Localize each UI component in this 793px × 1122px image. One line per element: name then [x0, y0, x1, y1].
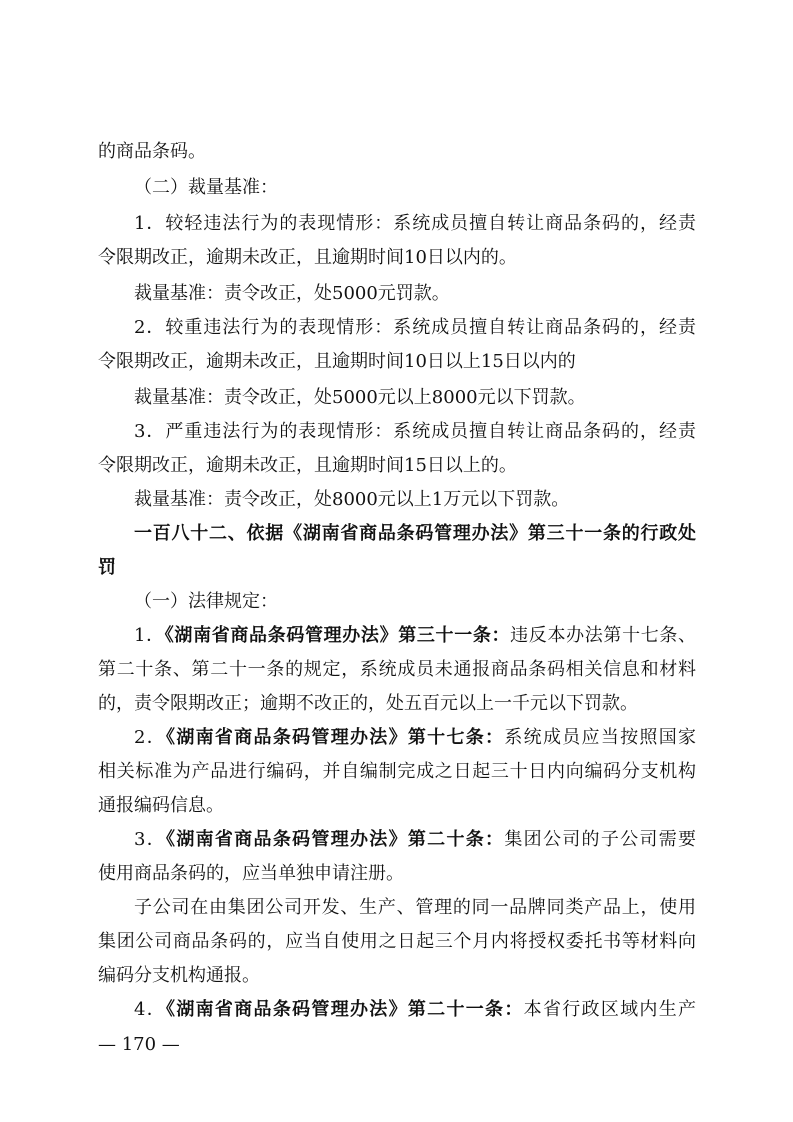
- text-line: 令限期改正，逾期未改正，且逾期时间10日以内的。: [98, 247, 517, 268]
- text-line: 子公司在由集团公司开发、生产、管理的同一品牌同类产品上，使用: [134, 897, 696, 918]
- text-line: 1．《湖南省商品条码管理办法》第三十一条：违反本办法第十七条、: [134, 625, 696, 646]
- text-line: 2．较重违法行为的表现情形：系统成员擅自转让商品条码的，经责: [134, 317, 696, 338]
- text-line: 裁量基准：责令改正，处5000元罚款。: [134, 283, 450, 304]
- text-line: 相关标准为产品进行编码，并自编制完成之日起三十日内向编码分支机构: [98, 761, 696, 782]
- text-line: 的，责令限期改正；逾期不改正的，处五百元以上一千元以下罚款。: [98, 693, 638, 714]
- text-line: 3．《湖南省商品条码管理办法》第二十条：集团公司的子公司需要: [134, 829, 696, 850]
- page-number: — 170 —: [98, 1034, 180, 1055]
- text-line: 集团公司商品条码的，应当自使用之日起三个月内将授权委托书等材料向: [98, 931, 696, 952]
- text-line: 裁量基准：责令改正，处8000元以上1万元以下罚款。: [134, 489, 570, 510]
- article-heading: 罚: [98, 557, 116, 578]
- text-line: 3．严重违法行为的表现情形：系统成员擅自转让商品条码的，经责: [134, 421, 696, 442]
- text-line: 2．《湖南省商品条码管理办法》第十七条：系统成员应当按照国家: [134, 727, 696, 748]
- text-line: 编码分支机构通报。: [98, 965, 260, 986]
- text-line: 的商品条码。: [98, 141, 206, 162]
- text-line: 令限期改正，逾期未改正，且逾期时间15日以上的。: [98, 455, 517, 476]
- section-heading: （二）裁量基准：: [134, 177, 278, 198]
- text-line: 1．较轻违法行为的表现情形：系统成员擅自转让商品条码的，经责: [134, 213, 696, 234]
- article-heading: 一百八十二、依据《湖南省商品条码管理办法》第三十一条的行政处: [134, 523, 696, 544]
- text-line: 裁量基准：责令改正，处5000元以上8000元以下罚款。: [134, 387, 586, 408]
- section-heading: （一）法律规定：: [134, 591, 278, 612]
- text-line: 第二十条、第二十一条的规定，系统成员未通报商品条码相关信息和材料: [98, 659, 696, 680]
- text-line: 使用商品条码的，应当单独申请注册。: [98, 863, 404, 884]
- text-line: 通报编码信息。: [98, 795, 224, 816]
- text-line: 4．《湖南省商品条码管理办法》第二十一条：本省行政区域内生产: [134, 999, 696, 1020]
- text-line: 令限期改正，逾期未改正，且逾期时间10日以上15日以内的: [98, 351, 576, 372]
